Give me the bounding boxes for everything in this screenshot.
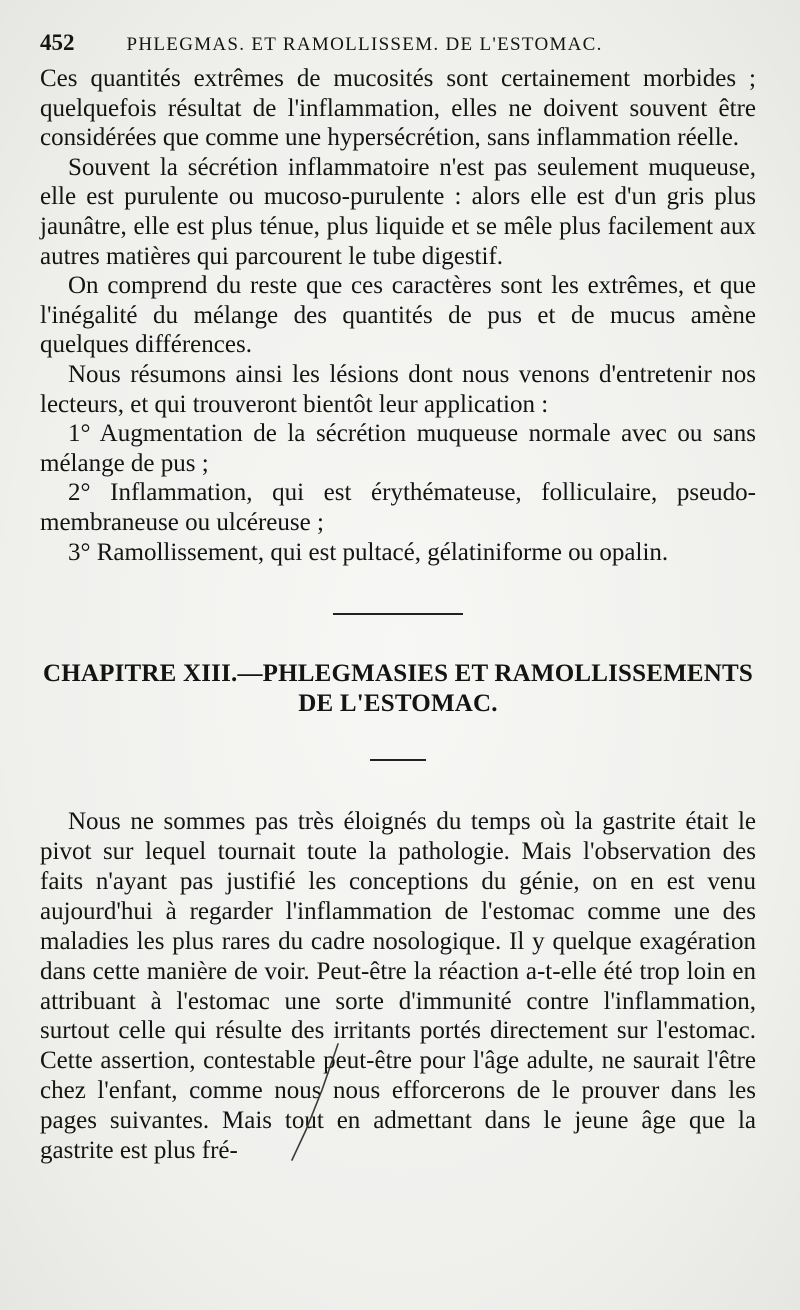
running-title: PHLEGMAS. ET RAMOLLISSEM. DE L'ESTOMAC. bbox=[126, 34, 603, 55]
paragraph-inflammatory-secretion: Souvent la sécrétion inflammatoire n'est pas seulement muqueuse, elle est purulente ou mucoso-purulente : alors elle est d'un gris plus jaunâtre, elle est plus ténue, plus liquide et se mêle plus facilement aux autres matières qui parcourent le tube digestif. bbox=[40, 153, 756, 270]
chapter-opening-paragraph: Nous ne sommes pas très éloignés du temps où la gastrite était le pivot sur lequel tournait toute la pathologie. Mais l'observation des faits n'ayant pas justifié les conceptions du génie, on en est venu aujourd'hui à regarder l'inflammation de l'estomac comme une des maladies les plus rares du cadre nosologique. Il y quelque exagération dans cette manière de voir. Peut-être la réaction a-t-elle été trop loin en attribuant à l'estomac une sorte d'immunité contre l'inflammation, surtout celle qui résulte des irritants portés directement sur l'estomac. Cette assertion, contestable peut-être pour l'âge adulte, ne saurait l'être chez l'enfant, comme nous nous efforcerons de le prouver dans les pages suivantes. Mais tout en admettant dans le jeune âge que la gastrite est plus fré- bbox=[40, 808, 756, 1165]
list-item-augmentation: 1° Augmentation de la sécrétion muqueuse normale avec ou sans mélange de pus ; bbox=[40, 420, 756, 477]
paragraph-summary-intro: Nous résumons ainsi les lésions dont nous venons d'entretenir nos lecteurs, et qui trouveront bientôt leur application : bbox=[40, 360, 756, 418]
paragraph-extremes: On comprend du reste que ces caractères sont les extrêmes, et que l'inégalité du mélange des quantités de pus et de mucus amène quelques différences. bbox=[40, 272, 756, 359]
page-number: 452 bbox=[40, 30, 75, 55]
chapter-heading-line1: CHAPITRE XIII.—PHLEGMASIES ET RAMOLLISSEMENTS bbox=[42, 660, 754, 688]
chapter-heading-line2: DE L'ESTOMAC. bbox=[298, 690, 498, 718]
list-item-ramollissement: 3° Ramollissement, qui est pultacé, gélatiniforme ou opalin. bbox=[68, 538, 669, 566]
paragraph-mucosities: Ces quantités extrêmes de mucosités sont certainement morbides ; quelquefois résultat de l'inflammation, elles ne doivent souvent être considérées que comme une hypersécrétion, sans inflammation réelle. bbox=[40, 65, 756, 152]
section-divider bbox=[333, 613, 463, 615]
chapter-divider bbox=[370, 759, 426, 761]
running-head bbox=[40, 30, 756, 64]
list-item-inflammation: 2° Inflammation, qui est érythémateuse, folliculaire, pseudo-membraneuse ou ulcéreuse ; bbox=[40, 479, 756, 536]
